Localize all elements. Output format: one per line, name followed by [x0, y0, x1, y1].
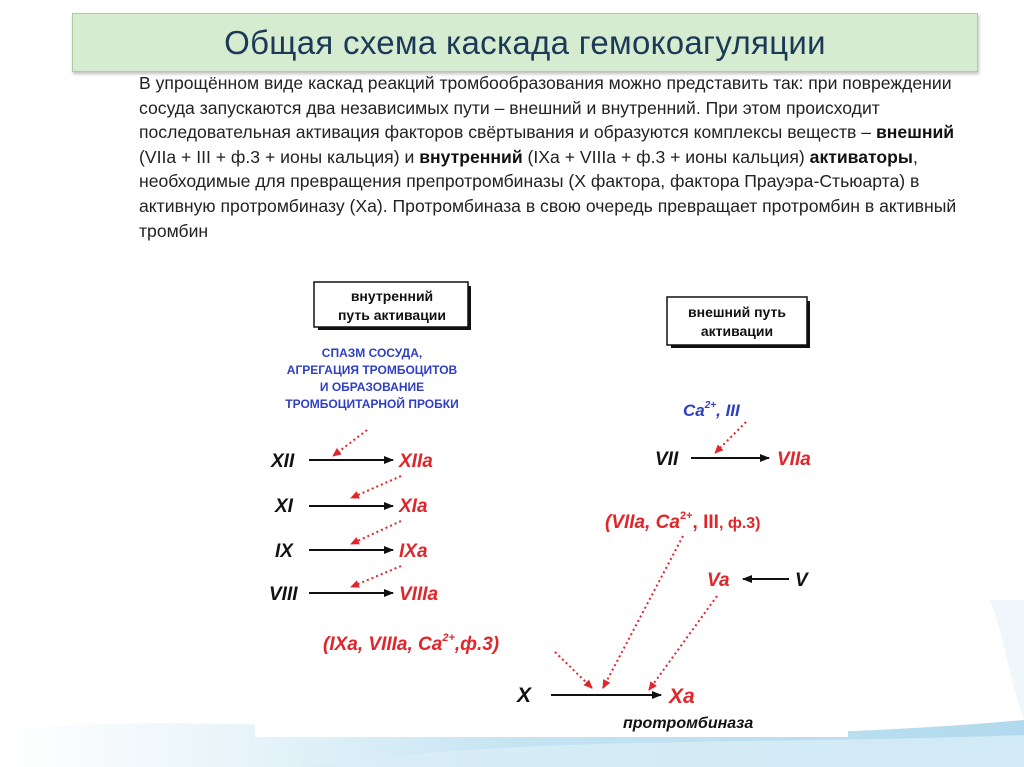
platelet-text-line4: ТРОМБОЦИТАРНОЙ ПРОБКИ [285, 397, 459, 411]
factor-xii: XII [271, 451, 295, 472]
extrinsic-box-shadow-bottom [671, 345, 810, 348]
diagram-canvas [255, 270, 848, 737]
extrinsic-box-line2: активации [700, 323, 774, 339]
factor-v: V [795, 570, 808, 591]
bold-intrinsic: внутренний [419, 146, 523, 167]
factor-vii: VII [655, 449, 679, 470]
body-text-1: В упрощённом виде каскад реакций тромбообразования можно представить так: при повреждении сосуда запускаются два независимых пути – внешний и внутренний. При этом происходит последовательная активация факторов свёртывания и образуются комплексы веществ – [139, 73, 952, 143]
extrinsic-box-shadow [807, 301, 810, 348]
factor-viiia: VIIIa [399, 584, 439, 605]
factor-xi: XI [275, 496, 293, 517]
factor-viii: VIII [269, 584, 298, 605]
intrinsic-box-line1: внутренний [350, 288, 434, 304]
factor-viia: VIIa [777, 449, 811, 470]
factor-x: X [517, 684, 532, 707]
factor-va: Va [707, 570, 730, 591]
dotted-arrow-ca-to-vii [715, 422, 746, 453]
factor-ixa: IXa [399, 541, 428, 562]
factor-xiia: XIIa [399, 451, 433, 472]
platelet-text-line3: И ОБРАЗОВАНИЕ [319, 380, 425, 394]
body-paragraph [139, 71, 974, 243]
extrinsic-complex-label: (VIIa, $Ca^{2+}$, III, ф.3) [605, 510, 761, 533]
intrinsic-box-shadow [468, 286, 471, 330]
dotted-arrow-intrinsic-complex [555, 652, 592, 688]
calcium-iii-label: $Ca^{2+}$, III [683, 400, 740, 420]
platelet-text-line2: АГРЕГАЦИЯ ТРОМБОЦИТОВ [286, 363, 458, 377]
extrinsic-box-line1: внешний путь [688, 304, 786, 320]
body-text-2: (VIIa + III + ф.3 + ионы кальция) и [139, 146, 420, 167]
dotted-arrow-extrinsic-complex [603, 536, 683, 688]
bold-extrinsic: внешний [875, 122, 955, 143]
body-text-4: , необходимые для превращения препротромбиназы (X фактора, фактора Прауэра-Стьюарта) в активную протромбиназу (Xa). Протромбиназа в свою очередь превращает протромбин в активный тромбин [139, 146, 957, 241]
intrinsic-box-shadow-bottom [318, 327, 471, 330]
dotted-arrow-xiia-to-xi [351, 476, 401, 498]
factor-xa: Xa [669, 685, 695, 708]
intrinsic-box-line2: путь активации [337, 307, 447, 323]
dotted-arrow-ixa-to-viii [351, 566, 401, 587]
intrinsic-complex-label: (IXa, VIIIa, $Ca^{2+},ф.3$) [323, 632, 500, 655]
bold-activators: активаторы [809, 146, 913, 167]
title-bar [72, 13, 978, 72]
corner-curl [990, 600, 1024, 720]
platelet-text-line1: СПАЗМ СОСУДА, [321, 346, 423, 360]
factor-ix: IX [275, 541, 293, 562]
coagulation-diagram [255, 270, 848, 737]
dotted-arrow-va [649, 596, 717, 690]
prothrombinase-label: протромбиназа [623, 715, 754, 732]
body-text-3: (IXa + VIIIa + ф.3 + ионы кальция) [522, 146, 810, 167]
slide-title: Общая схема каскада гемокоагуляции [224, 23, 826, 61]
factor-xia: XIa [399, 496, 428, 517]
dotted-arrow-xia-to-ix [351, 521, 401, 544]
dotted-arrow-to-xii [333, 430, 367, 456]
